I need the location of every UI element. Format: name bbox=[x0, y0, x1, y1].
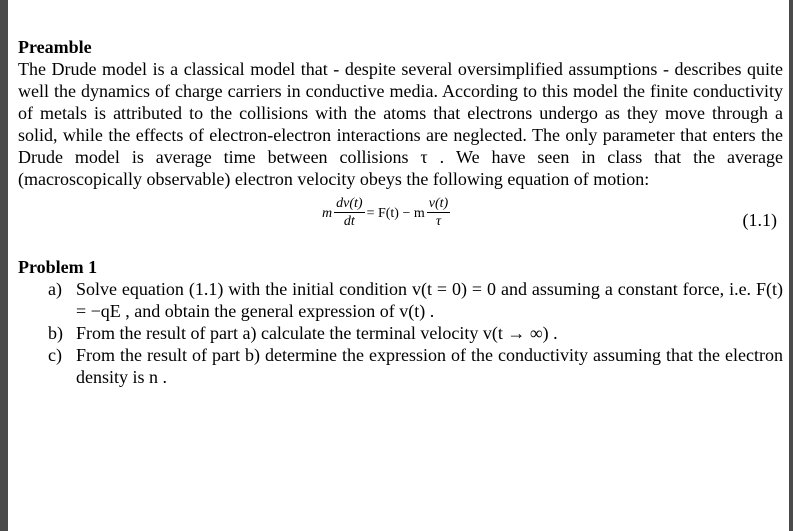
preamble-heading: Preamble bbox=[18, 37, 92, 57]
left-edge-bar bbox=[0, 0, 8, 531]
eq-m1: m bbox=[322, 205, 333, 221]
eq-num2: v(t) bbox=[428, 196, 449, 211]
problem-item-b bbox=[18, 322, 783, 344]
preamble-text: The Drude model is a classical model that - despite several oversimplified assumptions - describes quite well the dynamics of charge carriers in conductive media. According to this model the finite conductivity of metals is attributed to the collisions with the atoms that electrons undergo as they move through a solid, while the effects of electron-electron interactions are neglected. The only parameter that enters the Drude model is average time between collisions τ . We have seen in class that the average (macroscopically observable) electron velocity obeys the following equation of motion: bbox=[18, 59, 783, 189]
item-marker: a) bbox=[48, 279, 62, 299]
problem-list bbox=[18, 278, 783, 388]
equation-row bbox=[18, 192, 783, 248]
item-marker: b) bbox=[48, 323, 63, 343]
eq-mid: = F(t) − m bbox=[366, 205, 425, 221]
eq-fraction-1 bbox=[334, 196, 364, 231]
eq-den1: dt bbox=[343, 214, 355, 229]
eq-fraction-2 bbox=[427, 196, 450, 231]
problem-item-a bbox=[18, 278, 783, 322]
item-text: Solve equation (1.1) with the initial condition v(t = 0) = 0 and assuming a constant force, i.e. F(t) = −qE , and obtain the general expression of v(t) . bbox=[76, 279, 783, 321]
item-marker: c) bbox=[48, 345, 62, 365]
equation-number: (1.1) bbox=[742, 210, 777, 230]
document-page bbox=[18, 36, 783, 388]
right-edge-bar bbox=[789, 0, 793, 531]
item-text: From the result of part b) determine the expression of the conductivity assuming that the electron density is n . bbox=[76, 345, 783, 387]
item-text: From the result of part a) calculate the terminal velocity v(t → ∞) . bbox=[76, 323, 558, 343]
problem-title: Problem 1 bbox=[18, 257, 98, 277]
eq-den2: τ bbox=[435, 214, 441, 229]
eq-num1: dv(t) bbox=[336, 196, 363, 211]
problem-item-c bbox=[18, 344, 783, 388]
equation bbox=[322, 196, 452, 231]
